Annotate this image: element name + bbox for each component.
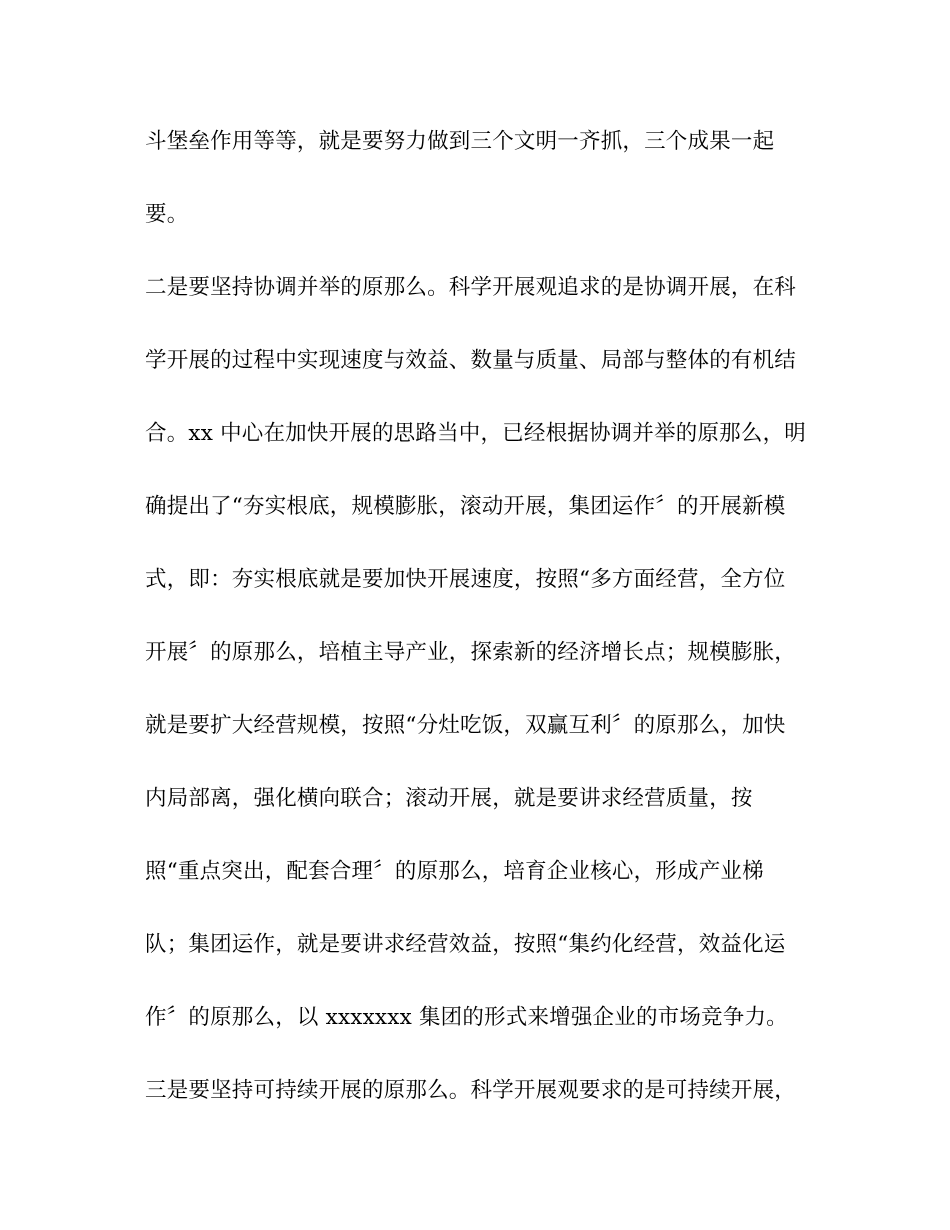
text-line: 队；集团运作，就是要讲求经营效益，按照“集约化经营，效益化运 xyxy=(145,932,786,957)
text-line: 合。xx 中心在加快开展的思路当中，已经根据协调并举的原那么，明 xyxy=(145,421,806,446)
text-line: 内局部离，强化横向联合；滚动开展，就是要讲求经营质量，按 xyxy=(145,786,753,811)
text-line: 要。 xyxy=(145,202,189,227)
text-line: 学开展的过程中实现速度与效益、数量与质量、局部与整体的有机结 xyxy=(145,348,797,373)
text-line: 式，即：夯实根底就是要加快开展速度，按照“多方面经营，全方位 xyxy=(145,567,786,592)
text-line: 二是要坚持协调并举的原那么。科学开展观追求的是协调开展，在科 xyxy=(145,275,797,300)
text-line: 三是要坚持可持续开展的原那么。科学开展观要求的是可持续开展， xyxy=(145,1078,797,1103)
text-line: 确提出了“夯实根底，规模膨胀，滚动开展，集团运作〞的开展新模 xyxy=(145,494,786,519)
text-line: 作〞的原那么，以 xxxxxxx 集团的形式来增强企业的市场竞争力。 xyxy=(145,1005,788,1030)
text-line: 就是要扩大经营规模，按照“分灶吃饭，双赢互利〞的原那么，加快 xyxy=(145,713,786,738)
text-line: 开展〞的原那么，培植主导产业，探索新的经济增长点；规模膨胀， xyxy=(145,640,797,665)
text-line: 斗堡垒作用等等，就是要努力做到三个文明一齐抓，三个成果一起 xyxy=(145,129,775,154)
text-line: 照“重点突出，配套合理〞的原那么，培育企业核心，形成产业梯 xyxy=(145,859,764,884)
